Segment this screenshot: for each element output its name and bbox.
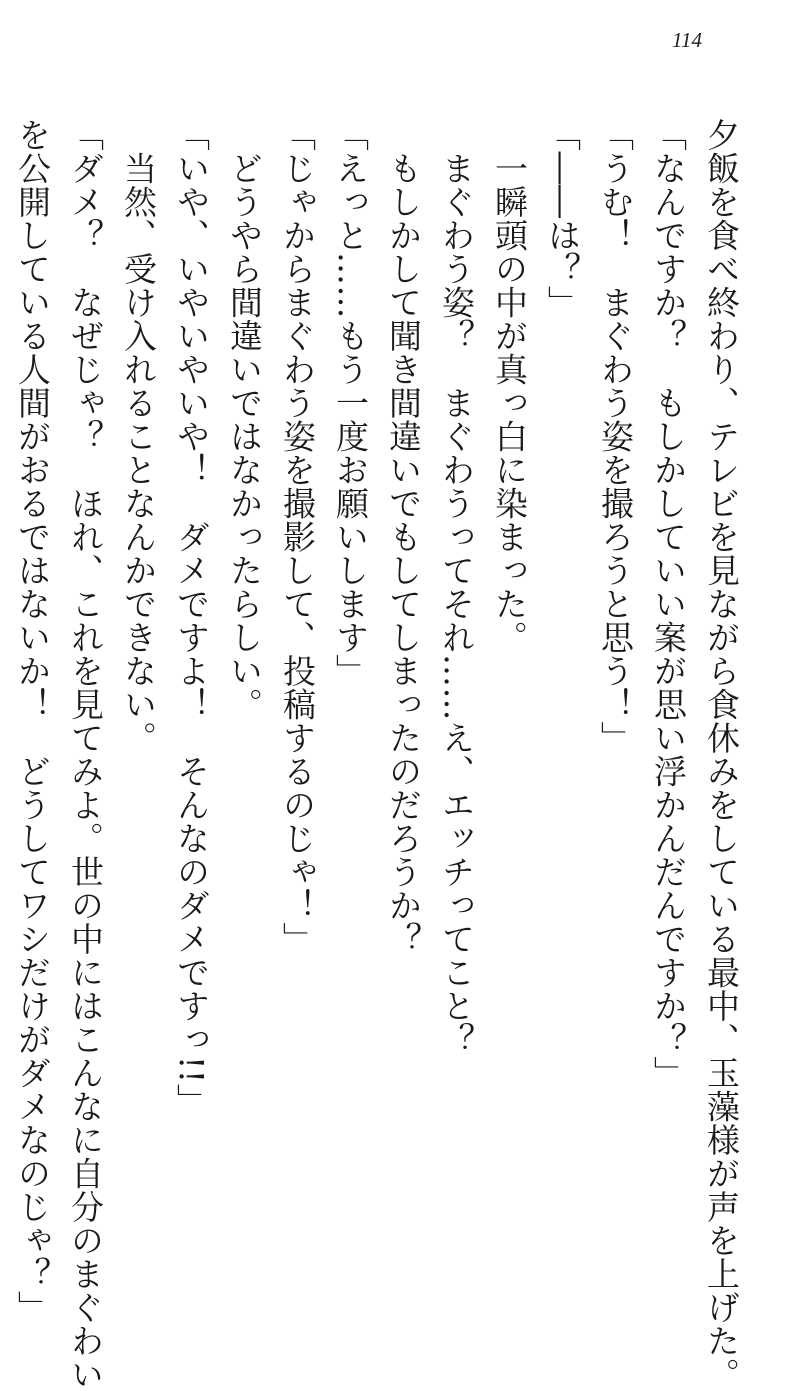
text-line [0, 118, 6, 1168]
text-line: 「じゃからまぐわう姿を撮影して、投稿するのじゃ！」 [278, 118, 317, 956]
text-line: 「うむ！ まぐわう姿を撮ろうと思う！」 [596, 118, 635, 755]
text-line: どうやら間違いではなかったらしい。 [225, 118, 264, 721]
text-line: 「なんですか？ もしかしていい案が思い浮かんだんですか？」 [649, 118, 688, 1090]
text-line: 一瞬頭の中が真っ白に染まった。 [490, 118, 529, 654]
text-line: 「えっと……もう一度お願いします」 [331, 118, 370, 688]
text-line: まぐわう姿？ まぐわうってそれ……え、エッチってこと？ [437, 118, 476, 1056]
text-line: を公開している人間がおるではないか！ どうしてワシだけがダメなのじゃ？」 [13, 118, 52, 1324]
text-line: もしかして聞き間違いでもしてしまったのだろうか？ [384, 118, 423, 956]
text-line: 夕飯を食べ終わり、テレビを見ながら食休みをしている最中、玉藻様が声を上げた。 [702, 118, 741, 1391]
text-line: 「――は？」 [543, 118, 582, 319]
text-line: 「ダメ？ なぜじゃ？ ほれ、これを見てみよ。世の中にはこんなに自分のまぐわい [66, 118, 105, 1391]
page-number: 114 [672, 28, 702, 52]
text-line: 当然、受け入れることなんかできない。 [119, 118, 158, 755]
vertical-body-text [13, 118, 748, 1391]
text-line: 「いや、いやいやいや！ ダメですよ！ そんなのダメですっ!!」 [172, 118, 211, 1118]
